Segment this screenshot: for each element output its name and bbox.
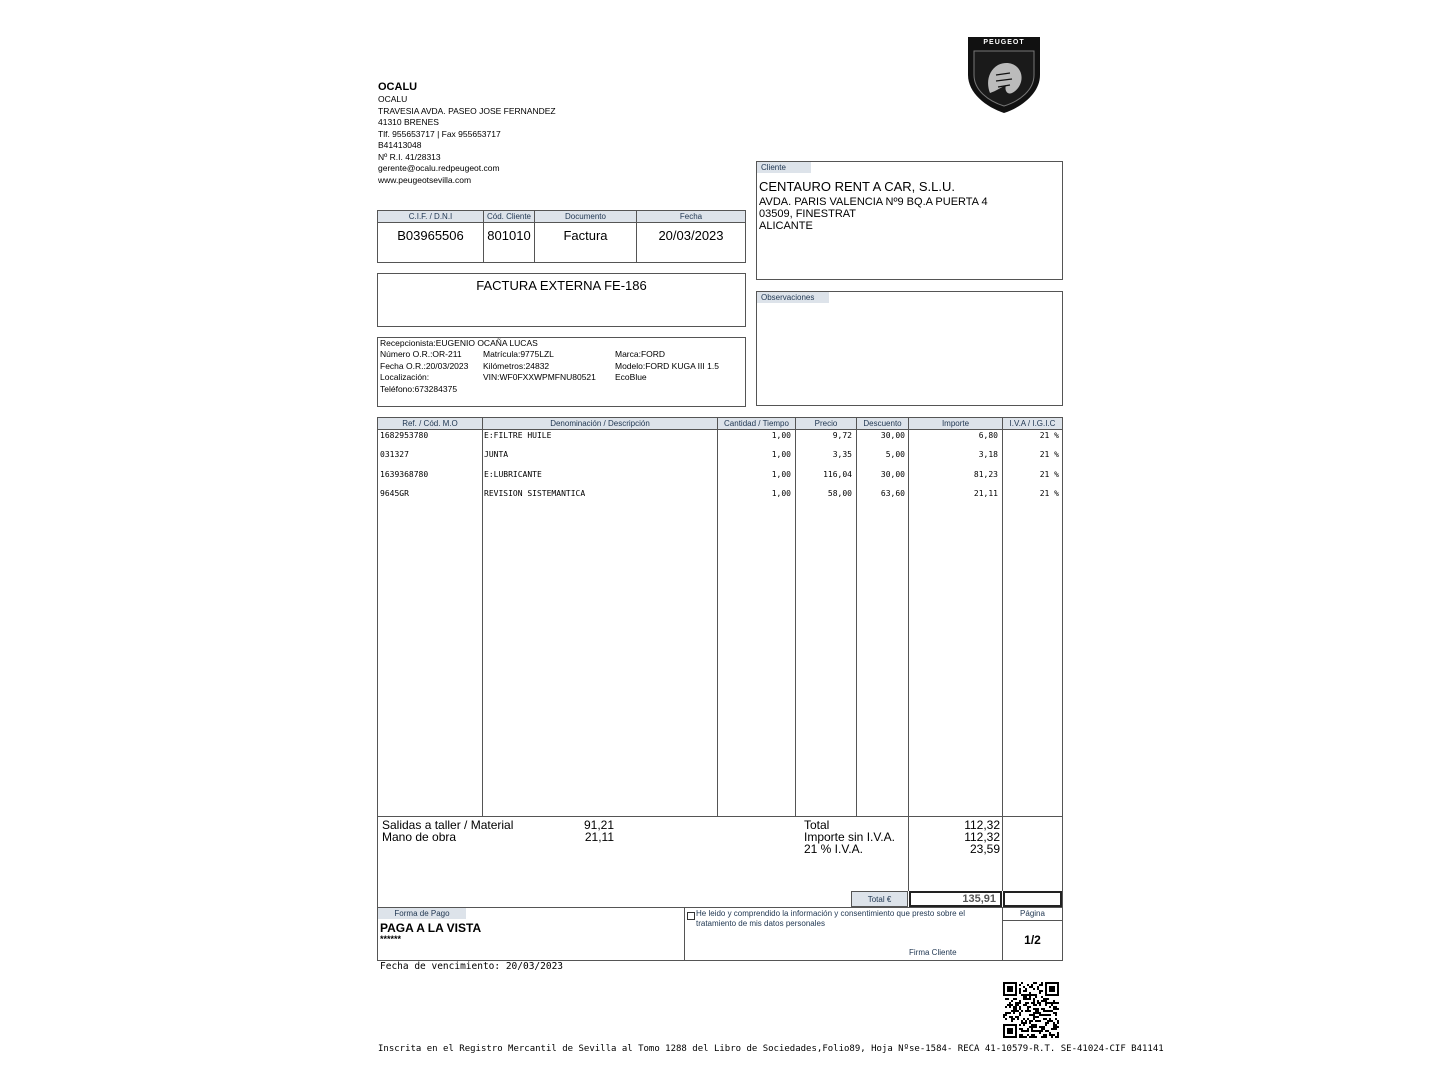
cell-amount: 3,18 [978, 450, 998, 460]
company-line: www.peugeotsevilla.com [378, 174, 472, 185]
payment-box [377, 907, 1063, 961]
items-header-price: Precio [796, 418, 856, 429]
company-line: Tlf. 955653717 | Fax 955653717 [378, 128, 501, 139]
material-label: Salidas a taller / Material [382, 818, 514, 832]
summary-box [377, 816, 1063, 908]
cell-discount: 30,00 [880, 469, 905, 479]
cell-discount: 5,00 [885, 450, 905, 460]
id-table [377, 210, 746, 263]
consent-text: He leido y comprendido la información y consentimiento que presto sobre el tratamiento de mis datos personales [696, 909, 966, 928]
client-address-line-1: AVDA. PARIS VALENCIA Nº9 BQ.A PUERTA 4 [759, 196, 988, 208]
items-table [377, 417, 1063, 817]
company-line: TRAVESIA AVDA. PASEO JOSE FERNANDEZ [378, 105, 556, 116]
invoice-title-box [377, 273, 746, 327]
labour-label: Mano de obra [382, 830, 457, 844]
cell-description: E:LUBRICANTE [484, 469, 542, 479]
order-brand: Marca:FORD [615, 349, 666, 359]
items-header-vat: I.V.A / I.G.I.C [1003, 418, 1062, 429]
labour-value: 21,11 [584, 830, 614, 844]
cell-discount: 63,60 [880, 489, 905, 499]
cell-description: E:FILTRE HUILE [484, 431, 552, 440]
cell-vat: 21 % [1039, 450, 1059, 460]
page-value: 1/2 [1024, 933, 1041, 947]
table-row [378, 489, 1062, 501]
cell-price: 116,04 [823, 469, 852, 479]
client-address-line-2: 03509, FINESTRAT [759, 208, 856, 220]
cell-amount: 6,80 [978, 431, 998, 440]
cell-quantity: 1,00 [771, 489, 791, 499]
id-value-document: Factura [563, 228, 608, 243]
order-km: Kilómetros:24832 [483, 360, 550, 371]
items-header-quantity: Cantidad / Tiempo [718, 418, 795, 429]
company-info [378, 80, 698, 186]
client-address-line-3: ALICANTE [759, 220, 813, 232]
peugeot-logo [966, 35, 1042, 115]
signature-label: Firma Cliente [909, 948, 957, 957]
observations-box [756, 291, 1063, 406]
cell-description: REVISION SISTEMANTICA [484, 489, 586, 499]
items-header-description: Denominación / Descripción [483, 418, 717, 429]
order-col-3 [615, 349, 719, 384]
id-header-date: Fecha [637, 211, 745, 222]
client-box [756, 161, 1063, 280]
cell-price: 3,35 [832, 450, 852, 460]
items-header-amount: Importe [909, 418, 1002, 429]
cell-amount: 81,23 [973, 469, 998, 479]
client-name: CENTAURO RENT A CAR, S.L.U. [759, 179, 956, 194]
observations-label: Observaciones [757, 292, 829, 303]
logo-text: PEUGEOT [983, 39, 1025, 46]
order-phone: Teléfono:673284375 [380, 383, 458, 394]
due-date: Fecha de vencimiento: 20/03/2023 [380, 961, 564, 972]
cell-ref: 1682953780 [380, 431, 429, 440]
table-row [378, 431, 1062, 443]
items-header-discount: Descuento [857, 418, 908, 429]
order-model-cont: EcoBlue [615, 372, 647, 382]
total-value: 112,32 [964, 818, 1000, 832]
net-label: Importe sin I.V.A. [804, 830, 895, 844]
company-line: B41413048 [378, 140, 422, 150]
total-label: Total [804, 818, 830, 832]
qr-code [1003, 982, 1059, 1038]
cell-vat: 21 % [1039, 469, 1059, 479]
cell-vat: 21 % [1039, 431, 1059, 440]
page-label: Página [1020, 909, 1045, 918]
payment-stars: ****** [380, 934, 402, 944]
net-value: 112,32 [964, 830, 1000, 844]
company-line: OCALU [378, 94, 408, 104]
order-col-2 [483, 349, 596, 384]
cell-price: 58,00 [827, 489, 852, 499]
consent-checkbox[interactable] [687, 912, 695, 920]
company-line: 41310 BRENES [378, 117, 439, 127]
id-value-client-code: 801010 [487, 228, 531, 243]
order-col-1 [380, 349, 468, 395]
cell-quantity: 1,00 [771, 450, 791, 460]
client-label: Cliente [757, 162, 811, 173]
vat-value: 23,59 [969, 842, 1000, 856]
cell-ref: 031327 [380, 450, 409, 460]
invoice-title: FACTURA EXTERNA FE-186 [476, 278, 647, 293]
cell-vat: 21 % [1039, 489, 1059, 499]
payment-label: Forma de Pago [378, 908, 466, 919]
order-number: Número O.R.:OR-211 [380, 349, 462, 359]
footer-text: Inscrita en el Registro Mercantil de Sevilla al Tomo 1288 del Libro de Sociedades,Folio89, Hoja Nºse-1584- RECA 41-10579-R.T. SE-41024-CIF B41141 [378, 1044, 1164, 1054]
cell-discount: 30,00 [880, 431, 905, 440]
vat-label: 21 % I.V.A. [804, 842, 863, 856]
cell-ref: 1639368780 [380, 469, 429, 479]
receptionist: Recepcionista:EUGENIO OCAÑA LUCAS [380, 338, 538, 348]
table-row [378, 450, 1062, 462]
cell-price: 9,72 [832, 431, 852, 440]
order-vin: VIN:WF0FXXWPMFNU80521 [483, 372, 596, 382]
cell-description: JUNTA [484, 450, 509, 460]
payment-method: PAGA A LA VISTA [380, 921, 482, 935]
company-line: gerente@ocalu.redpeugeot.com [378, 163, 500, 173]
order-location: Localización: [380, 372, 430, 382]
cell-ref: 9645GR [380, 489, 409, 499]
cell-amount: 21,11 [973, 489, 998, 499]
company-line: Nº R.I. 41/28313 [378, 151, 441, 162]
company-name: OCALU [378, 81, 418, 93]
id-value-date: 20/03/2023 [658, 228, 724, 243]
id-header-cif: C.I.F. / D.N.I [378, 211, 483, 222]
grand-total-label: Total € [851, 891, 908, 907]
order-model: Modelo:FORD KUGA III 1.5 [615, 360, 719, 371]
order-date: Fecha O.R.:20/03/2023 [380, 360, 469, 371]
grand-total-value: 135,91 [909, 891, 1002, 907]
cell-quantity: 1,00 [771, 469, 791, 479]
order-info-box [377, 337, 746, 407]
table-row [378, 470, 1062, 482]
id-header-document: Documento [535, 211, 636, 222]
order-plate: Matrícula:9775LZL [483, 349, 554, 359]
items-header-ref: Ref. / Cód. M.O [378, 418, 482, 429]
material-value: 91,21 [583, 818, 614, 832]
cell-quantity: 1,00 [771, 431, 791, 440]
id-value-cif: B03965506 [397, 228, 464, 243]
id-header-client-code: Cód. Cliente [484, 211, 534, 222]
company-lines [378, 94, 698, 186]
